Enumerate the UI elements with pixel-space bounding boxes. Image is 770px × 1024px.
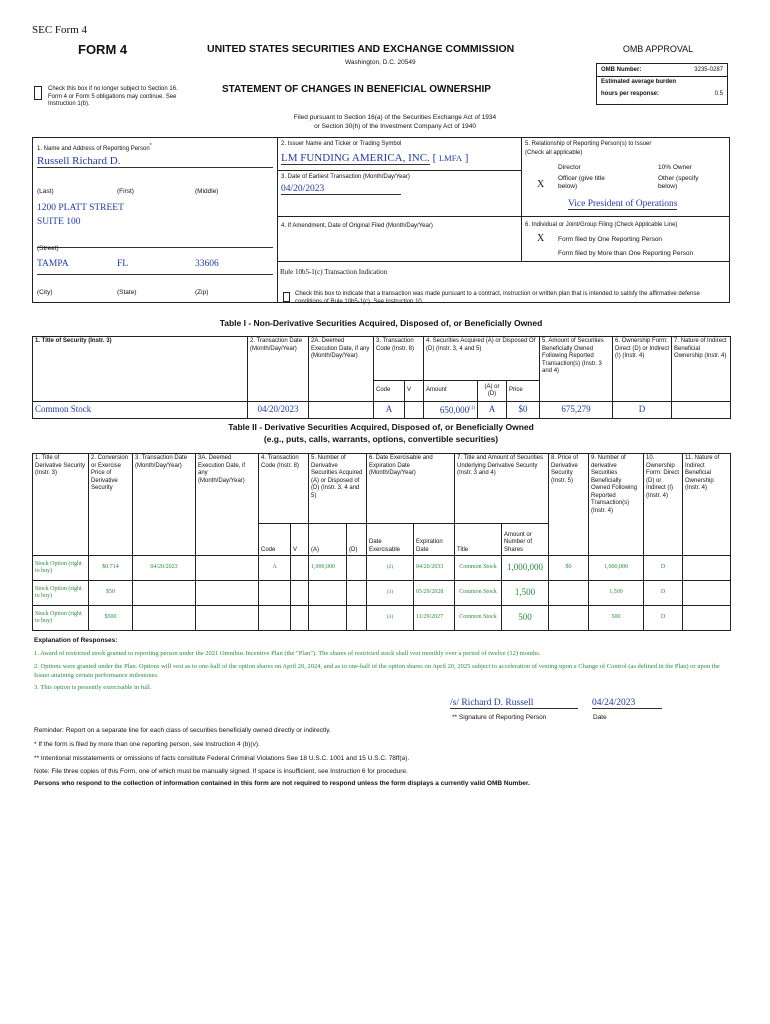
reporting-person-box	[32, 137, 278, 303]
signature-date-label: Date	[593, 714, 607, 721]
table1	[32, 336, 731, 419]
table2	[32, 453, 731, 631]
t1-h-code: 3. Transaction Code (Instr. 8)	[374, 337, 424, 381]
reminder-4: Note: File three copies of this Form, one of which must be manually signed. If space is insufficient, see Instruction 6 for procedure.	[34, 768, 408, 775]
t1-h-title: 1. Title of Security (Instr. 3)	[33, 337, 248, 402]
t2-r0-und-amount: 1,000,000	[502, 556, 549, 581]
section16-checkbox[interactable]	[34, 86, 42, 100]
footnote-3: 3. This option is presently exercisable in full.	[34, 684, 152, 691]
t1-r0-owned: 675,279	[540, 402, 613, 419]
t1-h-price-sub: Price	[507, 381, 540, 402]
rule-10b5-checkbox[interactable]	[283, 292, 290, 302]
t2-r0-owned: 1,000,000	[589, 556, 644, 581]
t2-r0-date: 04/20/2023	[133, 556, 196, 581]
t2-r0-form: D	[644, 556, 683, 581]
t2-r2-code	[259, 606, 291, 631]
t2-h-exercisable-sub: Date Exercisable	[367, 524, 414, 556]
omb-box	[596, 63, 728, 105]
officer-mark: X	[537, 179, 545, 190]
agency-title: UNITED STATES SECURITIES AND EXCHANGE COMMISSION	[207, 43, 515, 55]
t1-h-nature: 7. Nature of Indirect Beneficial Ownership (Instr. 4)	[672, 337, 731, 402]
t2-r0-a: 1,000,000	[309, 556, 347, 581]
t1-r0-ad: A	[478, 402, 507, 419]
omb-hours-value: 0.5	[714, 91, 723, 97]
t1-h-deemed: 2A. Deemed Execution Date, if any (Month/Day/Year)	[309, 337, 374, 402]
t2-r1-deriv-price	[549, 581, 589, 606]
t2-h-code-sub: Code	[259, 524, 291, 556]
street-line-1: 1200 PLATT STREET	[37, 203, 124, 213]
issuer-name-ticker: LM FUNDING AMERICA, INC. [ LMFA ]	[281, 152, 469, 164]
t2-r1-code	[259, 581, 291, 606]
t2-r2-form: D	[644, 606, 683, 631]
director-label: Director	[558, 164, 581, 171]
issuer-label: 2. Issuer Name and Ticker or Trading Symbol	[281, 141, 402, 147]
t1-r0-amount: 650,000	[439, 405, 470, 416]
filed-pursuant-1940: or Section 30(h) of the Investment Company Act of 1940	[314, 123, 476, 130]
t2-h-a-sub: (A)	[309, 524, 347, 556]
t2-r0-expiration: 04/20/2033	[414, 556, 455, 581]
agency-location: Washington, D.C. 20549	[345, 59, 416, 66]
t2-h-conversion: 2. Conversion or Exercise Price of Derivative Security	[89, 454, 133, 556]
signature-name: /s/ Richard D. Russell	[450, 698, 578, 709]
filed-pursuant-1934: Filed pursuant to Section 16(a) of the Securities Exchange Act of 1934	[293, 114, 497, 121]
state-value: FL	[117, 259, 129, 269]
omb-hours-label: hours per response:	[601, 91, 660, 97]
t2-r2-expiration: 11/29/2027	[414, 606, 455, 631]
t2-r1-expiration: 05/29/2028	[414, 581, 455, 606]
t2-r2-price: $500	[89, 606, 133, 631]
reporting-person-name: Russell Richard D.	[37, 155, 273, 168]
omb-burden-label: Estimated average burden	[601, 79, 677, 85]
t1-r0-form: D	[613, 402, 672, 419]
t2-r1-und-title: Common Stock	[455, 581, 502, 606]
t2-r1-und-amount: 1,500	[502, 581, 549, 606]
t2-r0-und-title: Common Stock	[455, 556, 502, 581]
t2-r1-a	[309, 581, 347, 606]
table1-title: Table I - Non-Derivative Securities Acquired, Disposed of, or Beneficially Owned	[219, 318, 543, 328]
footnote-1: 1. Award of restricted stock granted to reporting person under the 2021 Omnibus Incentive Plan (the "Plan"). The shares of restricted stock shall vest monthly over a period of twelve (12) months.	[34, 650, 541, 657]
table-row	[33, 581, 731, 606]
other-label: Other (specify below)	[658, 175, 699, 190]
issuer-name: LM FUNDING AMERICA, INC.	[281, 152, 430, 164]
t1-h-amount-sub: Amount	[424, 381, 478, 402]
table-row	[33, 402, 731, 419]
t2-h-price: 8. Price of Derivative Security (Instr. 5)	[549, 454, 589, 556]
t2-r2-und-title: Common Stock	[455, 606, 502, 631]
reminder-1: Reminder: Report on a separate line for each class of securities beneficially owned directly or indirectly.	[34, 727, 331, 734]
t1-h-v-sub: V	[405, 381, 424, 402]
t2-h-amount-sub: Amount or Number of Shares	[502, 524, 549, 556]
t2-h-number: 5. Number of Derivative Securities Acquired (A) or Disposed of (D) (Instr. 3, 4 and 5)	[309, 454, 367, 524]
filing-more-persons: Form filed by More than One Reporting Person	[558, 250, 694, 257]
t2-r2-deriv-price	[549, 606, 589, 631]
t1-r0-title: Common Stock	[33, 402, 248, 419]
t2-r0-exercisable: (2)	[367, 556, 414, 581]
explanation-title: Explanation of Responses:	[34, 637, 118, 644]
t1-r0-code: A	[374, 402, 405, 419]
relationship-sub: (Check all applicable)	[525, 150, 583, 156]
sec-form-label: SEC Form 4	[32, 24, 88, 36]
earliest-date-label: 3. Date of Earliest Transaction (Month/Day/Year)	[281, 174, 410, 180]
reporting-person-label: 1. Name and Address of Reporting Person*	[37, 143, 152, 152]
statement-title: STATEMENT OF CHANGES IN BENEFICIAL OWNERSHIP	[222, 84, 491, 95]
amendment-label: 4. If Amendment, Date of Original Filed (Month/Day/Year)	[281, 223, 433, 229]
signature-date: 04/24/2023	[592, 698, 662, 709]
t1-h-owned: 5. Amount of Securities Beneficially Owned Following Reported Transaction(s) (Instr. 3 and 4)	[540, 337, 613, 402]
section16-note: Check this box if no longer subject to Section 16. Form 4 or Form 5 obligations may continue. See Instruction 1(b).	[48, 86, 178, 107]
table2-subtitle: (e.g., puts, calls, warrants, options, convertible securities)	[263, 434, 499, 444]
officer-label: Officer (give title below)	[558, 175, 605, 190]
t1-h-acquired: 4. Securities Acquired (A) or Disposed Of (D) (Instr. 3, 4 and 5)	[424, 337, 540, 381]
filing-label: 6. Individual or Joint/Group Filing (Check Applicable Line)	[525, 222, 678, 228]
rule-10b5-note: Check this box to indicate that a transaction was made pursuant to a contract, instruction or written plan that is intended to satisfy the affirmative defense conditions of Rule 10b5-1(c). See Instruction 10.	[295, 291, 700, 305]
table-row	[33, 606, 731, 631]
issuer-box	[277, 137, 522, 171]
table-row	[33, 556, 731, 581]
t2-h-exercisable: 6. Date Exercisable and Expiration Date (Month/Day/Year)	[367, 454, 455, 524]
t1-r0-price: $0	[507, 402, 540, 419]
t2-h-form: 10. Ownership Form: Direct (D) or Indirect (I) (Instr. 4)	[644, 454, 683, 556]
t1-h-form: 6. Ownership Form: Direct (D) or Indirect (I) (Instr. 4)	[613, 337, 672, 402]
relationship-box	[521, 137, 730, 217]
t2-r2-date	[133, 606, 196, 631]
t2-r1-price: $50	[89, 581, 133, 606]
filing-box	[521, 216, 730, 262]
t2-r2-title: Stock Option (right to buy)	[33, 606, 89, 631]
t2-h-nature: 11. Nature of Indirect Beneficial Ownership (Instr. 4)	[683, 454, 731, 556]
t1-h-ad-sub: (A) or (D)	[478, 381, 507, 402]
officer-title: Vice President of Operations	[568, 199, 678, 209]
footnote-2: 2. Options were granted under the Plan. Options will vest as to one-half of the option shares on April 20, 2024, and as to one-half of the option shares on April 20, 2025 subject to acceleration of vesting upon a Change of Control (as defined in the Plan) or upon the Issuer attaining certain performance milestones.	[34, 663, 720, 679]
omb-number-value: 3235-0287	[694, 67, 723, 73]
zip-value: 33606	[195, 259, 219, 269]
t2-r1-form: D	[644, 581, 683, 606]
t2-r1-date	[133, 581, 196, 606]
middle-label: (Middle)	[195, 188, 219, 195]
t1-h-code-sub: Code	[374, 381, 405, 402]
t2-h-code: 4. Transaction Code (Instr. 8)	[259, 454, 309, 524]
earliest-date-value: 04/20/2023	[281, 184, 401, 195]
signature-label: ** Signature of Reporting Person	[452, 714, 547, 721]
t1-r0-footnote: (1)	[469, 406, 475, 412]
omb-approval-title: OMB APPROVAL	[622, 44, 694, 54]
filing-one-person: Form filed by One Reporting Person	[558, 236, 663, 243]
reminder-2: * If the form is filed by more than one reporting person, see Instruction 4 (b)(v).	[34, 741, 260, 748]
t2-r2-owned: 500	[589, 606, 644, 631]
table2-title: Table II - Derivative Securities Acquired, Disposed of, or Beneficially Owned	[228, 422, 534, 432]
t2-h-title: 1. Title of Derivative Security (Instr. 3)	[33, 454, 89, 556]
t1-r0-date: 04/20/2023	[248, 402, 309, 419]
t2-r2-und-amount: 500	[502, 606, 549, 631]
t2-h-v-sub: V	[291, 524, 309, 556]
t2-h-date: 3. Transaction Date (Month/Day/Year)	[133, 454, 196, 556]
t2-h-title-sub: Title	[455, 524, 502, 556]
rule-10b5-box	[277, 261, 730, 303]
form-title: FORM 4	[78, 42, 128, 57]
rule-10b5-label: Rule 10b5-1(c) Transaction Indication	[280, 268, 388, 276]
relationship-label: 5. Relationship of Reporting Person(s) to Issuer	[525, 141, 652, 147]
street-label: (Street)	[37, 245, 59, 252]
t2-r2-exercisable: (3)	[367, 606, 414, 631]
city-label: (City)	[37, 289, 53, 296]
t2-r1-title: Stock Option (right to buy)	[33, 581, 89, 606]
t2-r1-owned: 1,500	[589, 581, 644, 606]
filing-mark: X	[537, 233, 545, 244]
issuer-ticker: LMFA	[438, 153, 462, 163]
last-label: (Last)	[37, 188, 54, 195]
first-label: (First)	[117, 188, 134, 195]
state-label: (State)	[117, 289, 137, 296]
t2-r0-code: A	[259, 556, 291, 581]
t2-r0-price: $0.714	[89, 556, 133, 581]
t2-r2-a	[309, 606, 347, 631]
reminder-3: ** Intentional misstatements or omissions of facts constitute Federal Criminal Violations See 18 U.S.C. 1001 and 15 U.S.C. 78ff(a).	[34, 755, 410, 762]
t2-h-owned: 9. Number of derivative Securities Beneficially Owned Following Reported Transaction(s) (Instr. 4)	[589, 454, 644, 556]
t2-r0-title: Stock Option (right to buy)	[33, 556, 89, 581]
omb-number-label: OMB Number:	[601, 67, 642, 73]
t1-r0-amount-cell	[424, 402, 478, 419]
t1-h-date: 2. Transaction Date (Month/Day/Year)	[248, 337, 309, 402]
t2-r0-deriv-price: $0	[549, 556, 589, 581]
street-line-2: SUITE 100	[37, 217, 273, 248]
t2-r1-exercisable: (3)	[367, 581, 414, 606]
t2-h-expiration-sub: Expiration Date	[414, 524, 455, 556]
t2-h-deemed: 3A. Deemed Execution Date, if any (Month/Day/Year)	[196, 454, 259, 556]
reminder-5: Persons who respond to the collection of information contained in this form are not required to respond unless the form displays a currently valid OMB Number.	[34, 780, 530, 787]
earliest-date-box	[277, 170, 522, 217]
t2-h-d-sub: (D)	[347, 524, 367, 556]
zip-label: (Zip)	[195, 289, 209, 296]
amendment-box	[277, 216, 522, 262]
ten-pct-owner-label: 10% Owner	[658, 164, 692, 171]
t2-h-underlying: 7. Title and Amount of Securities Underlying Derivative Security (Instr. 3 and 4)	[455, 454, 549, 524]
city-value: TAMPA	[37, 259, 69, 269]
